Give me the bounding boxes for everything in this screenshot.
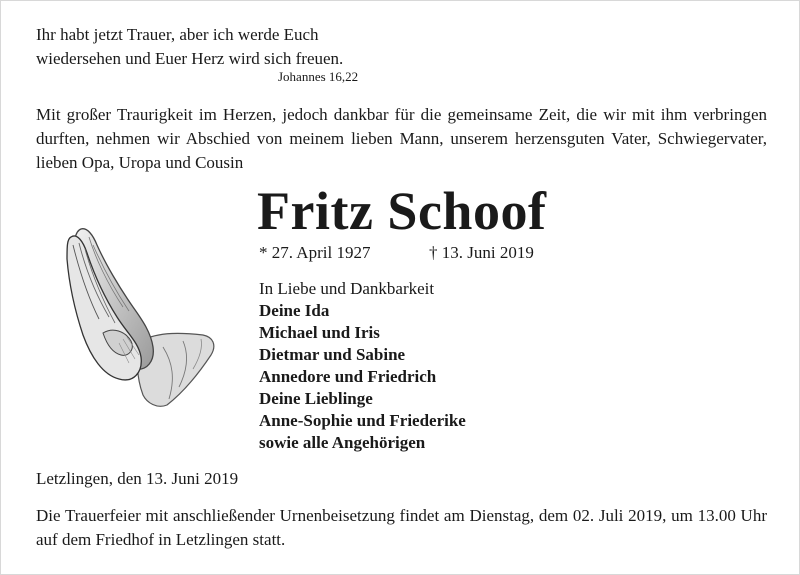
- birth-date: * 27. April 1927: [259, 243, 371, 262]
- signers-block: [259, 278, 466, 454]
- quote-line-1: Ihr habt jetzt Trauer, aber ich werde Euch: [36, 25, 319, 44]
- signer-name: Deine Lieblinge: [259, 389, 373, 408]
- intro-text: Mit großer Traurigkeit im Herzen, jedoch dankbar für die gemeinsame Zeit, die wir mit ihm verbringen durften, nehmen wir Abschied von meinem lieben Mann, unserem herzensguten Vater, Schwiegervater, lieben Opa, Uropa und Cousin: [36, 105, 767, 172]
- praying-hands-icon: [63, 223, 221, 411]
- signer-name: Dietmar und Sabine: [259, 345, 406, 364]
- place-date: Letzlingen, den 13. Juni 2019: [36, 469, 239, 488]
- death-date: † 13. Juni 2019: [429, 243, 534, 262]
- deceased-name: Fritz Schoof: [257, 181, 547, 241]
- quote-reference: Johannes 16,22: [278, 69, 359, 84]
- signer-name: Deine Ida: [259, 301, 330, 320]
- signer-name: Michael und Iris: [259, 323, 380, 342]
- signer-name: sowie alle Angehörigen: [259, 433, 426, 452]
- quote-line-2: wiedersehen und Euer Herz wird sich freuen.: [36, 49, 344, 68]
- signer-name: Annedore und Friedrich: [259, 367, 437, 386]
- signer-name: Anne-Sophie und Friederike: [259, 411, 466, 430]
- funeral-service-text: Die Trauerfeier mit anschließender Urnenbeisetzung findet am Dienstag, dem 02. Juli 2019, um 13.00 Uhr auf dem Friedhof in Letzlingen statt.: [36, 506, 767, 549]
- signers-intro: In Liebe und Dankbarkeit: [259, 279, 435, 298]
- bible-quote: [36, 23, 343, 71]
